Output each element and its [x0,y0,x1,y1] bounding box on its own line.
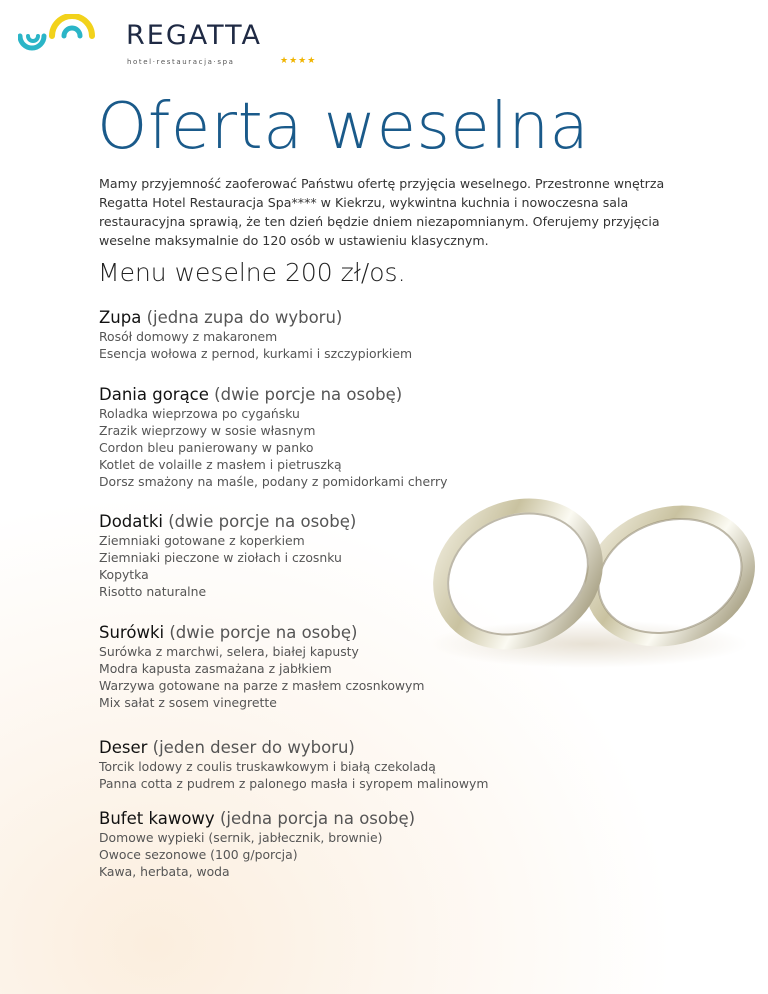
brand-name: REGATTA [126,20,263,51]
menu-item: Mix sałat z sosem vinegrette [99,695,277,710]
hotel-logo [18,14,318,66]
menu-item: Torcik lodowy z coulis truskawkowym i białą czekoladą [99,759,436,774]
section-title [99,738,559,758]
menu-item: Kopytka [99,567,149,582]
section-title [99,308,559,328]
section-name: Bufet kawowy [99,809,215,828]
brand-stars: ★★★★ [280,56,317,66]
menu-item: Dorsz smażony na maśle, podany z pomidorkami cherry [99,474,448,489]
section-bufet-kawowy [99,809,559,880]
menu-item: Cordon bleu panierowany w panko [99,440,314,455]
section-note: (dwie porcje na osobę) [169,623,358,642]
section-name: Zupa [99,308,142,327]
section-zupa [99,308,559,362]
menu-item: Ziemniaki pieczone w ziołach i czosnku [99,550,342,565]
section-name: Deser [99,738,148,757]
menu-item: Domowe wypieki (sernik, jabłecznik, brownie) [99,830,383,845]
menu-item: Risotto naturalne [99,584,207,599]
menu-item: Esencja wołowa z pernod, kurkami i szczypiorkiem [99,346,413,361]
section-items [99,405,559,490]
section-note: (jeden deser do wyboru) [152,738,355,757]
section-name: Dodatki [99,512,163,531]
section-items [99,829,559,880]
menu-item: Kotlet de volaille z masłem i pietruszką [99,457,342,472]
menu-item: Owoce sezonowe (100 g/porcja) [99,847,298,862]
menu-item: Zrazik wieprzowy w sosie własnym [99,423,316,438]
menu-item: Ziemniaki gotowane z koperkiem [99,533,305,548]
menu-heading: Menu weselne 200 zł/os. [98,258,406,287]
logo-mark-icon [18,14,110,56]
section-name: Surówki [99,623,165,642]
section-name: Dania gorące [99,385,209,404]
menu-item: Rosół domowy z makaronem [99,329,278,344]
intro-paragraph: Mamy przyjemność zaoferować Państwu ofertę przyjęcia weselnego. Przestronne wnętrza Regatta Hotel Restauracja Spa**** w Kiekrzu, wykwintna kuchnia i nowoczesna sala restauracyjna sprawią, że ten dzień będzie dniem niezapomnianym. Oferujemy przyjęcia weselne maksymalnie do 120 osób w ustawieniu klasycznym. [99,176,665,248]
menu-item: Roladka wieprzowa po cygańsku [99,406,300,421]
section-title [99,809,559,829]
section-title [99,385,559,405]
page-title: Oferta weselna [97,90,590,164]
section-note: (dwie porcje na osobę) [214,385,403,404]
menu-item: Panna cotta z pudrem z palonego masła i syropem malinowym [99,776,489,791]
wedding-rings-image [418,494,758,674]
section-items [99,328,559,362]
section-note: (jedna porcja na osobę) [219,809,416,828]
section-deser [99,738,559,792]
menu-item: Surówka z marchwi, selera, białej kapusty [99,644,359,659]
menu-item: Kawa, herbata, woda [99,864,230,879]
menu-item: Modra kapusta zasmażana z jabłkiem [99,661,332,676]
section-items [99,758,559,792]
menu-item: Warzywa gotowane na parze z masłem czosnkowym [99,678,425,693]
brand-tagline: hotel·restauracja·spa [127,58,235,66]
section-note: (dwie porcje na osobę) [168,512,357,531]
section-dania-gorace [99,385,559,490]
section-note: (jedna zupa do wyboru) [146,308,343,327]
